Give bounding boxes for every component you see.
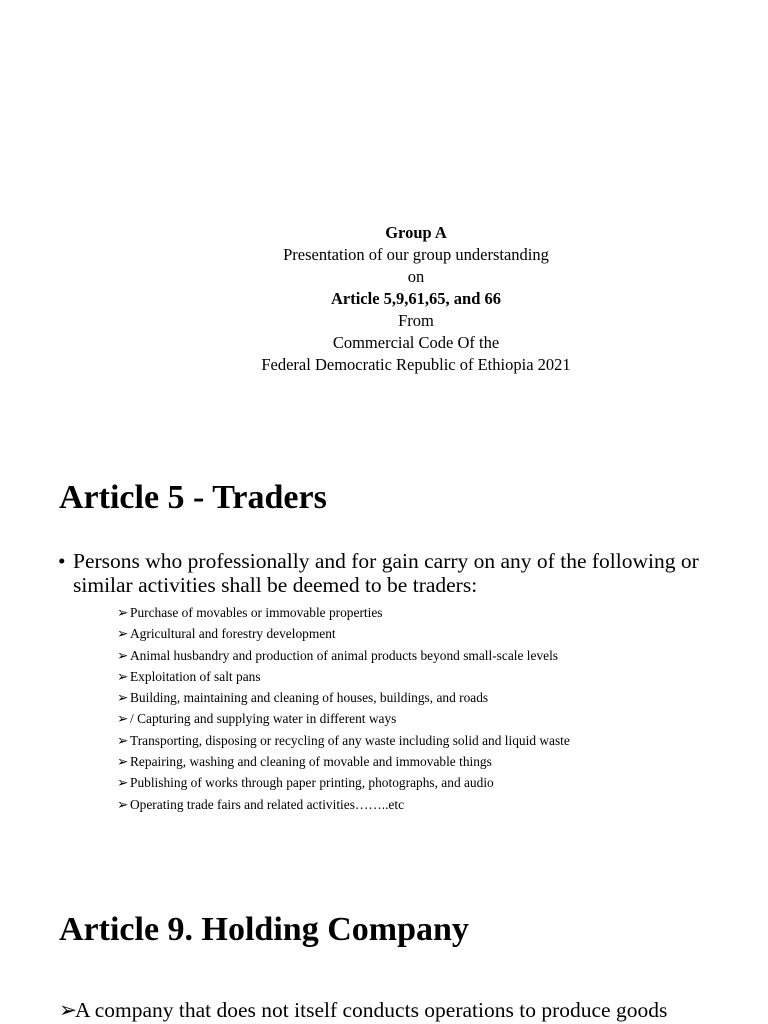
list-item-text: Operating trade fairs and related activities……..etc bbox=[130, 796, 405, 812]
list-item-text: Purchase of movables or immovable properties bbox=[130, 605, 383, 620]
activities-list bbox=[117, 602, 570, 815]
arrow-bullet-icon: ➢ bbox=[117, 754, 129, 770]
arrow-bullet-icon: ➢ bbox=[117, 732, 129, 748]
list-item-text: Animal husbandry and production of animal products beyond small-scale levels bbox=[130, 647, 559, 663]
arrow-bullet-icon: ➢ bbox=[117, 690, 129, 706]
list-item bbox=[117, 794, 570, 815]
group-label: Group A bbox=[385, 223, 447, 242]
list-item bbox=[117, 708, 570, 729]
article5-heading: Article 5 - Traders bbox=[59, 479, 327, 516]
arrow-bullet-icon: ➢ bbox=[59, 998, 78, 1022]
list-item bbox=[117, 602, 570, 623]
presentation-line: Presentation of our group understanding bbox=[283, 245, 549, 264]
arrow-bullet-icon: ➢ bbox=[117, 711, 129, 727]
on-line: on bbox=[407, 267, 425, 286]
list-item-text: Agricultural and forestry development bbox=[130, 626, 336, 642]
code-line: Commercial Code Of the bbox=[332, 333, 500, 352]
article5-intro bbox=[58, 549, 748, 597]
list-item bbox=[117, 645, 570, 666]
list-item bbox=[117, 751, 570, 772]
list-item-text: / Capturing and supplying water in different ways bbox=[130, 711, 397, 727]
arrow-bullet-icon: ➢ bbox=[117, 668, 129, 684]
list-item bbox=[117, 687, 570, 708]
list-item-text: Exploitation of salt pans bbox=[130, 668, 261, 684]
list-item-text: Publishing of works through paper printing, photographs, and audio bbox=[130, 775, 494, 791]
list-item bbox=[117, 623, 570, 644]
articles-line: Article 5,9,61,65, and 66 bbox=[330, 289, 502, 308]
list-item-text: Transporting, disposing or recycling of any waste including solid and liquid waste bbox=[130, 732, 570, 748]
list-item bbox=[117, 730, 570, 751]
list-item bbox=[117, 772, 570, 793]
list-item bbox=[117, 666, 570, 687]
article5-intro-text: Persons who professionally and for gain carry on any of the following or similar activities shall be deemed to be traders: bbox=[73, 549, 699, 597]
arrow-bullet-icon: ➢ bbox=[117, 605, 129, 620]
bullet-icon: • bbox=[58, 549, 66, 573]
arrow-bullet-icon: ➢ bbox=[117, 796, 129, 812]
list-item-text: Building, maintaining and cleaning of houses, buildings, and roads bbox=[130, 690, 489, 706]
article9-first-line bbox=[59, 998, 667, 1022]
arrow-bullet-icon: ➢ bbox=[117, 775, 129, 791]
article9-first-line-text: A company that does not itself conducts operations to produce goods bbox=[75, 998, 668, 1022]
arrow-bullet-icon: ➢ bbox=[117, 626, 129, 642]
title-block bbox=[0, 222, 768, 376]
article9-heading: Article 9. Holding Company bbox=[59, 911, 469, 948]
arrow-bullet-icon: ➢ bbox=[117, 647, 129, 663]
country-line: Federal Democratic Republic of Ethiopia 2021 bbox=[261, 355, 571, 374]
from-line: From bbox=[398, 311, 434, 330]
list-item-text: Repairing, washing and cleaning of movable and immovable things bbox=[130, 754, 492, 770]
